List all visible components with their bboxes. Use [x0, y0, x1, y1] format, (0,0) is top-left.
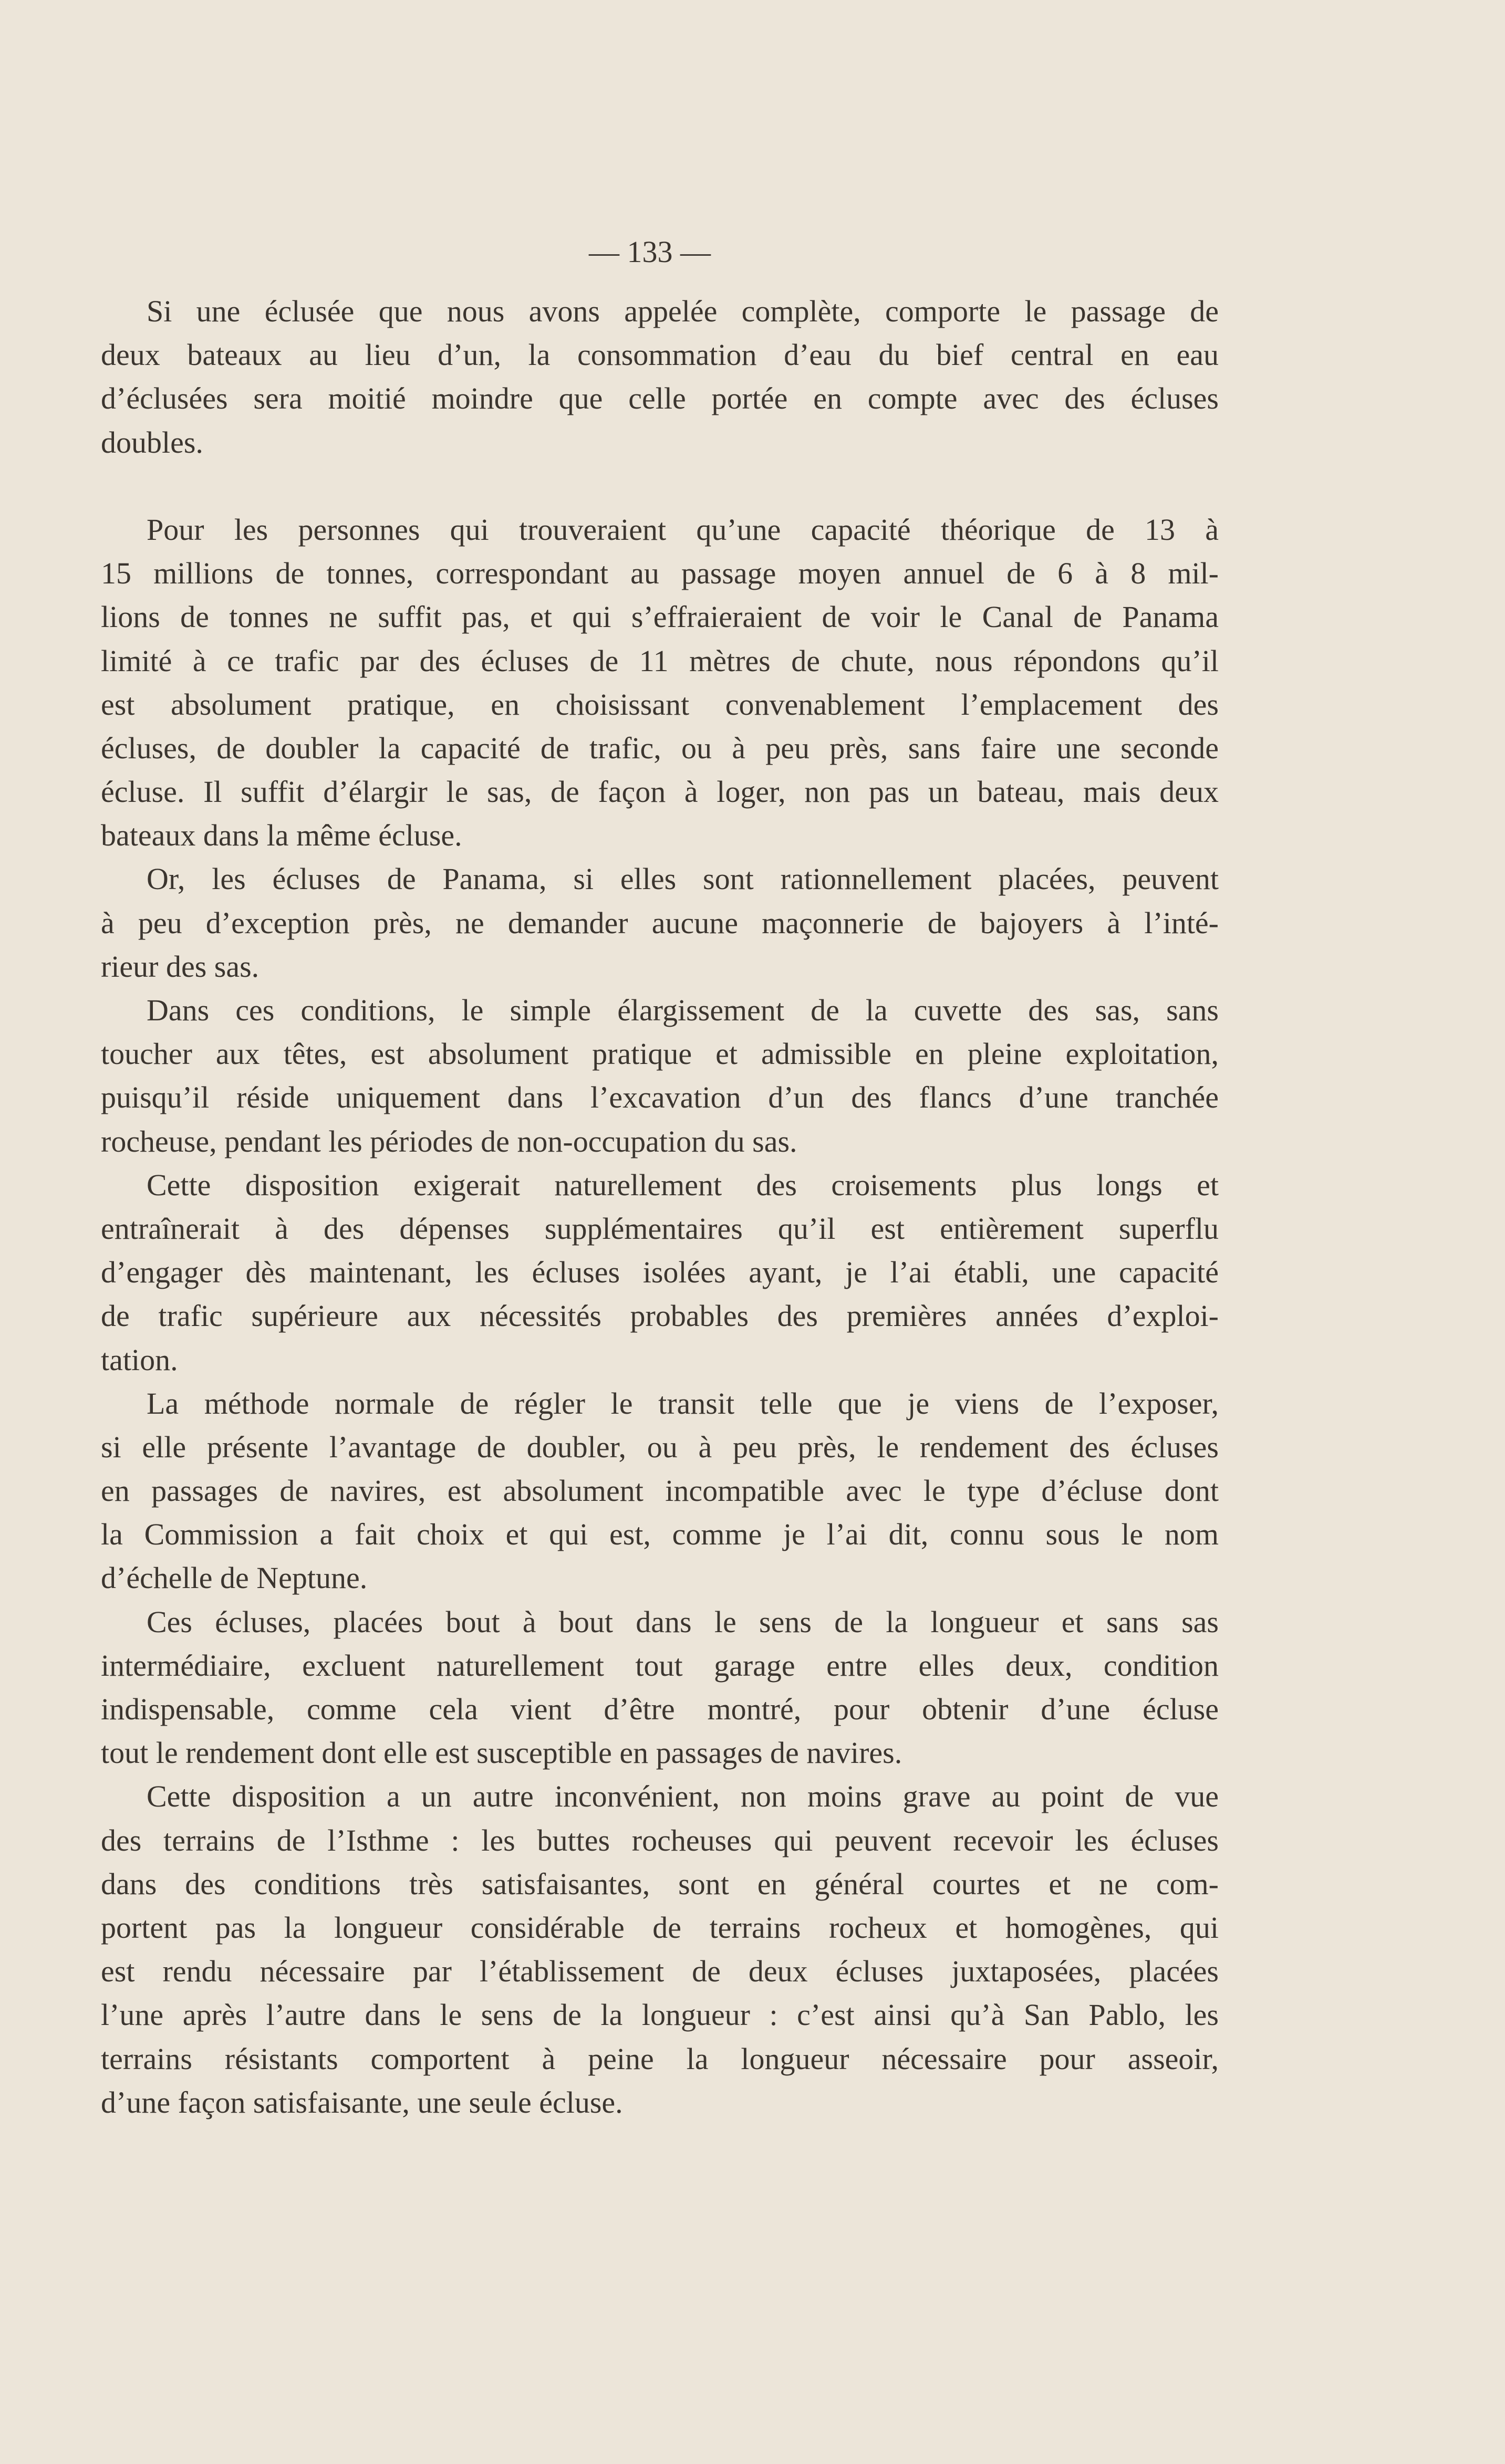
- text-line: terrains résistants comportent à peine la longueur nécessaire pour asseoir,: [101, 2041, 1219, 2076]
- paragraph: [101, 289, 1219, 464]
- text-line: d’éclusées sera moitié moindre que celle portée en compte avec des écluses: [101, 381, 1219, 416]
- text-line: des terrains de l’Isthme : les buttes rocheuses qui peuvent recevoir les écluses: [101, 1823, 1219, 1857]
- text-line: écluse. Il suffit d’élargir le sas, de façon à loger, non pas un bateau, mais deux: [101, 775, 1219, 809]
- text-line: rocheuse, pendant les périodes de non-occupation du sas.: [101, 1124, 797, 1158]
- text-line: rieur des sas.: [101, 949, 260, 984]
- text-line: La méthode normale de régler le transit telle que je viens de l’exposer,: [147, 1386, 1219, 1421]
- text-line: l’une après l’autre dans le sens de la longueur : c’est ainsi qu’à San Pablo, les: [101, 1998, 1219, 2032]
- text-line: Si une éclusée que nous avons appelée complète, comporte le passage de: [147, 294, 1219, 328]
- paragraph: [101, 1382, 1219, 1600]
- text-line: puisqu’il réside uniquement dans l’excavation d’un des flancs d’une tranchée: [101, 1080, 1219, 1115]
- text-line: tout le rendement dont elle est susceptible en passages de navires.: [101, 1736, 902, 1770]
- text-line: doubles.: [101, 425, 203, 460]
- text-line: indispensable, comme cela vient d’être montré, pour obtenir d’une écluse: [101, 1692, 1219, 1726]
- text-line: Cette disposition exigerait naturellement des croisements plus longs et: [147, 1167, 1219, 1202]
- text-line: est absolument pratique, en choisissant convenablement l’emplacement des: [101, 687, 1219, 722]
- text-line: écluses, de doubler la capacité de trafic, ou à peu près, sans faire une seconde: [101, 730, 1219, 765]
- text-line: 15 millions de tonnes, correspondant au passage moyen annuel de 6 à 8 mil-: [101, 556, 1219, 591]
- page-number: — 133 —: [589, 235, 711, 269]
- paragraph: [101, 1600, 1219, 1775]
- text-line: en passages de navires, est absolument incompatible avec le type d’écluse dont: [101, 1474, 1219, 1508]
- text-line: Ces écluses, placées bout à bout dans le sens de la longueur et sans sas: [147, 1604, 1219, 1639]
- text-line: de trafic supérieure aux nécessités probables des premières années d’exploi-: [101, 1299, 1219, 1333]
- text-line: intermédiaire, excluent naturellement tout garage entre elles deux, condition: [101, 1648, 1219, 1683]
- paragraph-spacer: [101, 464, 1219, 508]
- text-line: la Commission a fait choix et qui est, comme je l’ai dit, connu sous le nom: [101, 1517, 1219, 1552]
- text-line: si elle présente l’avantage de doubler, ou à peu près, le rendement des écluses: [101, 1429, 1219, 1464]
- paragraph: [101, 1163, 1219, 1382]
- text-line: d’engager dès maintenant, les écluses isolées ayant, je l’ai établi, une capacité: [101, 1255, 1219, 1290]
- text-line: portent pas la longueur considérable de terrains rocheux et homogènes, qui: [101, 1910, 1219, 1945]
- text-line: est rendu nécessaire par l’établissement de deux écluses juxtaposées, placées: [101, 1954, 1219, 1989]
- text-line: Cette disposition a un autre inconvénient, non moins grave au point de vue: [147, 1779, 1219, 1814]
- text-line: d’échelle de Neptune.: [101, 1561, 368, 1595]
- text-line: d’une façon satisfaisante, une seule écluse.: [101, 2085, 623, 2120]
- text-line: dans des conditions très satisfaisantes, sont en général courtes et ne com-: [101, 1866, 1219, 1901]
- paragraph: [101, 508, 1219, 858]
- paragraph: [101, 988, 1219, 1163]
- text-line: Or, les écluses de Panama, si elles sont rationnellement placées, peuvent: [147, 862, 1219, 896]
- text-line: limité à ce trafic par des écluses de 11 mètres de chute, nous répondons qu’il: [101, 643, 1219, 678]
- paragraph: [101, 857, 1219, 988]
- text-line: toucher aux têtes, est absolument pratique et admissible en pleine exploitation,: [101, 1037, 1219, 1071]
- text-line: bateaux dans la même écluse.: [101, 818, 462, 853]
- text-line: entraînerait à des dépenses supplémentaires qu’il est entièrement superflu: [101, 1211, 1219, 1246]
- text-line: à peu d’exception près, ne demander aucune maçonnerie de bajoyers à l’inté-: [101, 905, 1219, 940]
- paragraph: [101, 1774, 1219, 2124]
- text-line: Pour les personnes qui trouveraient qu’une capacité théorique de 13 à: [147, 512, 1219, 547]
- body-text: [101, 289, 1219, 2124]
- text-line: tation.: [101, 1342, 178, 1377]
- text-line: deux bateaux au lieu d’un, la consommation d’eau du bief central en eau: [101, 338, 1219, 372]
- text-line: Dans ces conditions, le simple élargissement de la cuvette des sas, sans: [147, 993, 1219, 1027]
- text-line: lions de tonnes ne suffit pas, et qui s’effraieraient de voir le Canal de Panama: [101, 600, 1219, 634]
